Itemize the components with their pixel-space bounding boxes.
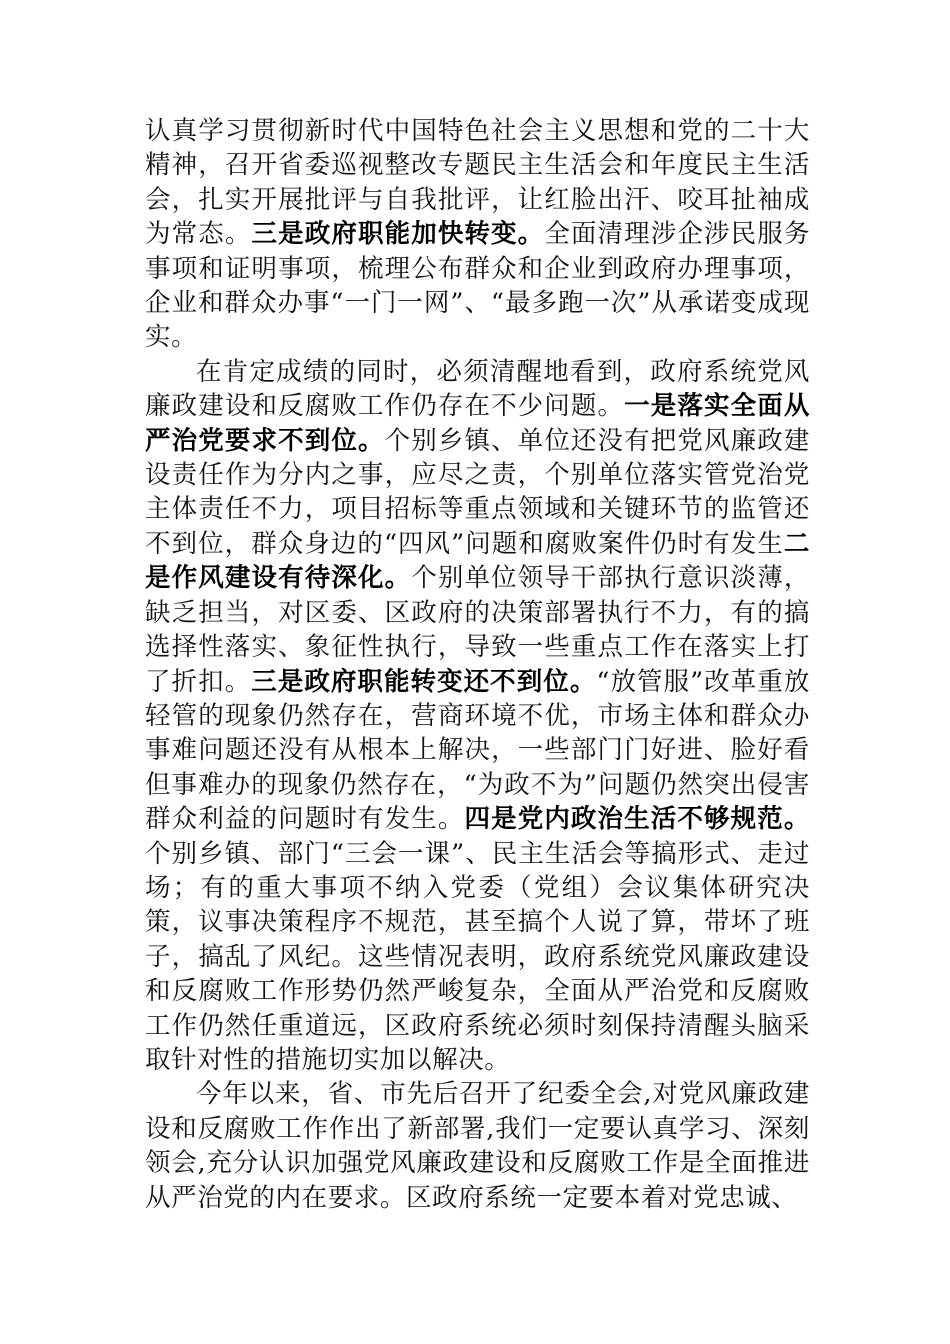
paragraph-2-text-b: 个别乡镇、单位还没有把党风廉政建设责任作为分内之事，应尽之责，个别单位落实管党治党主体责任不力，项目招标等重点领域和关键环节的监管还不到位，群众身边的“四风”问题和腐败案件仍时有发生: [145, 425, 810, 559]
paragraph-3-text-a: 今年以来，省、市先后召开了纪委全会,对党风廉政建设和反腐败工作作出了新部署,我们一定要认真学习、深刻领会,充分认识加强党风廉政建设和反腐败工作是全面推进从严治党的内在要求。区政府系统一定要本着对党忠诚、: [145, 1079, 810, 1213]
paragraph-2-text-e: 个别乡镇、部门“三会一课”、民主生活会等搞形式、走过场；有的重大事项不纳入党委（党组）会议集体研究决策，议事决策程序不规范，甚至搞个人说了算，带坏了班子，搞乱了风纪。这些情况表明，政府系统党风廉政建设和反腐败工作形势仍然严峻复杂，全面从严治党和反腐败工作仍然任重道远，区政府系统必须时刻保持清醒头脑采取针对性的措施切实加以解决。: [145, 838, 810, 1075]
paragraph-2-text-a: 在肯定成绩的同时，必须清醒地看到，政府系统党风廉政建设和反腐败工作仍存在不少问题。: [145, 356, 810, 422]
paragraph-3: [145, 1077, 810, 1215]
paragraph-1-highlight-a: 三是政府职能加快转变。: [251, 219, 545, 250]
paragraph-2-highlight-a: 一是落实全面从严治党要求不到位。: [145, 391, 810, 456]
paragraph-1: [145, 114, 810, 355]
paragraph-2: [145, 355, 810, 1078]
paragraph-1-text-a: 认真学习贯彻新时代中国特色社会主义思想和党的二十大精神，召开省委巡视整改专题民主生活会和年度民主生活会，扎实开展批评与自我批评，让红脸出汗、咬耳扯袖成为常态。: [145, 116, 810, 250]
paragraph-2-text-d: “放管服”改革重放轻管的现象仍然存在，营商环境不优，市场主体和群众办事难问题还没有从根本上解决，一些部门门好进、脸好看但事难办的现象仍然存在，“为政不为”问题仍然突出侵害群众利益的问题时有发生。: [145, 666, 810, 835]
paragraph-2-highlight-c: 三是政府职能转变还不到位。: [251, 666, 597, 697]
paragraph-1-text-b: 全面清理涉企涉民服务事项和证明事项，梳理公布群众和企业到政府办理事项，企业和群众办事“一门一网”、“最多跑一次”从承诺变成现实。: [145, 219, 810, 353]
paragraph-2-text-c: 个别单位领导干部执行意识淡薄，缺乏担当，对区委、区政府的决策部署执行不力，有的搞选择性落实、象征性执行，导致一些重点工作在落实上打了折扣。: [145, 563, 810, 697]
document-page: [145, 114, 810, 1215]
paragraph-2-highlight-b: 二是作风建设有待深化。: [145, 528, 810, 594]
paragraph-2-highlight-d: 四是党内政治生活不够规范。: [464, 804, 810, 835]
